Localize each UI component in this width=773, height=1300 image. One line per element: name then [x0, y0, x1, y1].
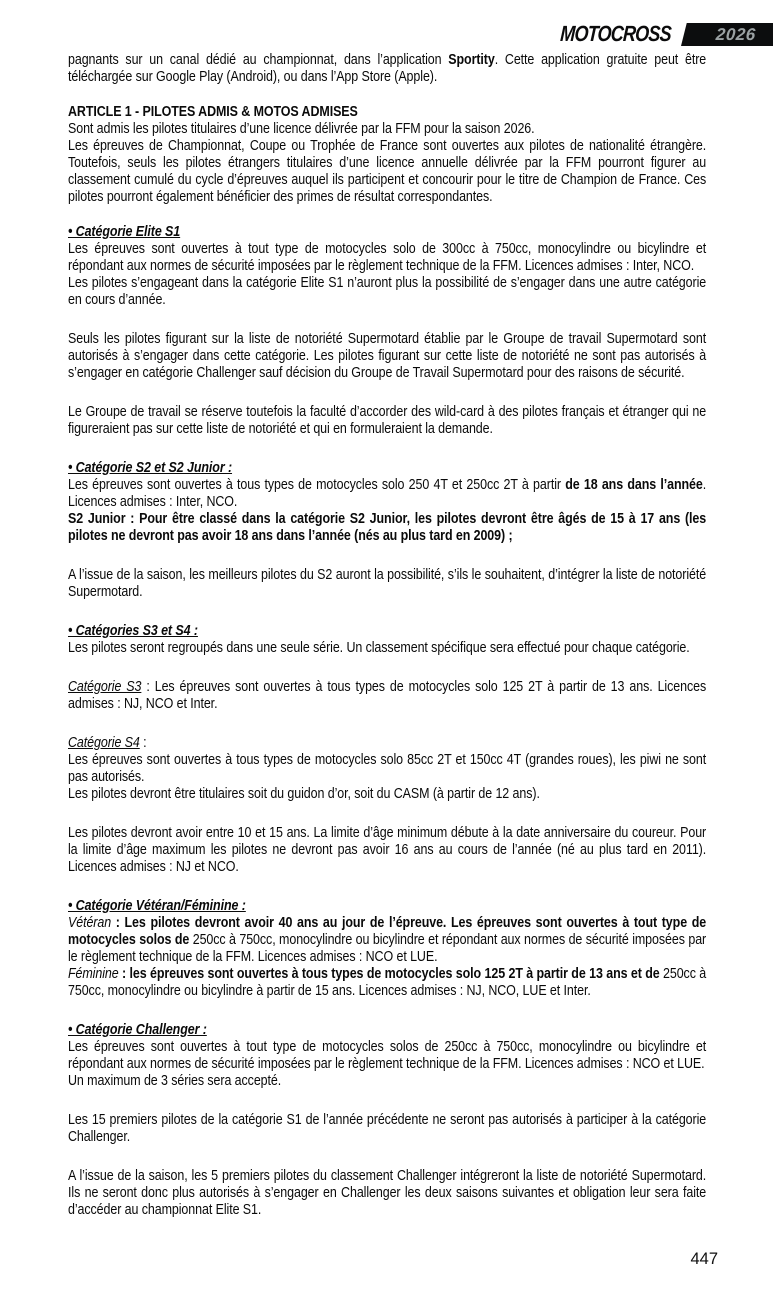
- paragraph: Les épreuves sont ouvertes à tout type de motocycles solo de 300cc à 750cc, monocylindre ou bicylindre et répondant aux normes de sécurité imposées par le règlement technique de la FFM. Licences admises : Inter, NCO.: [68, 241, 707, 274]
- spacer: [68, 803, 706, 825]
- paragraph: Sont admis les pilotes titulaires d’une licence délivrée par la FFM pour la saison 2026.: [68, 121, 535, 137]
- paragraph-s4-label: [68, 735, 706, 752]
- category-heading-veteran-feminine: • Catégorie Vétéran/Féminine :: [68, 898, 246, 914]
- paragraph: Les épreuves sont ouvertes à tout type de motocycles solos de 250cc à 750cc, monocylindre ou bicylindre et répondant aux normes de sécurité imposées par le règlement technique de la FFM. Licences admises : NCO et LUE.: [68, 1039, 707, 1072]
- year-badge-label: 2026: [715, 24, 757, 44]
- text-run-italic: Féminine: [68, 966, 119, 982]
- spacer: [68, 309, 706, 331]
- spacer: [68, 438, 706, 460]
- paragraph-veteran: [68, 915, 706, 966]
- document-body: [68, 52, 706, 1219]
- motocross-logo: MOTOCROSS: [559, 21, 672, 46]
- text-run: pagnants sur un canal dédié au championnat, dans l’application: [68, 52, 449, 68]
- text-run: . Licences admises : Inter, NCO.: [68, 477, 707, 510]
- paragraph: Les pilotes s’engageant dans la catégorie Elite S1 n’auront plus la possibilité de s’engager dans une autre catégorie en cours d’année.: [68, 275, 707, 308]
- paragraph: A l’issue de la saison, les 5 premiers pilotes du classement Challenger intégreront la liste de notoriété Supermotard. Ils ne seront donc plus autorisés à s’engager en Challenger les deux saisons suivantes et obligation leur sera faite d’accéder au championnat Elite S1.: [68, 1168, 707, 1218]
- paragraph: Le Groupe de travail se réserve toutefois la faculté d’accorder des wild-card à des pilotes français et étranger qui ne figureraient pas sur cette liste de notoriété et qui en formuleraient la demande.: [68, 404, 707, 437]
- page-number: 447: [690, 1250, 718, 1268]
- paragraph-intro: [68, 52, 706, 86]
- category-heading-s2: • Catégorie S2 et S2 Junior :: [68, 460, 233, 476]
- text-run: 250cc à 750cc, monocylindre ou bicylindre à partir de 15 ans. Licences admises : NJ, NCO, LUE et Inter.: [68, 966, 707, 999]
- year-badge: [681, 23, 773, 46]
- page-header: [0, 22, 773, 46]
- text-run-bold: de 18 ans dans l’année: [565, 477, 703, 493]
- paragraph-s3: [68, 679, 706, 713]
- paragraph-s2-junior: S2 Junior : Pour être classé dans la catégorie S2 Junior, les pilotes devront être âgés de 15 à 17 ans (les pilotes ne devront pas avoir 18 ans dans l’année (nés au plus tard en 2009) ;: [68, 511, 707, 544]
- spacer: [68, 713, 706, 735]
- spacer: [68, 657, 706, 679]
- spacer: [68, 382, 706, 404]
- spacer: [68, 1000, 706, 1022]
- text-run: :: [139, 735, 147, 751]
- text-run-italic: Vétéran: [68, 915, 112, 931]
- text-run: : Les épreuves sont ouvertes à tous types de motocycles solo 125 2T à partir de 13 ans. Licences admises : NJ, NCO et Inter.: [68, 679, 707, 712]
- paragraph: A l’issue de la saison, les meilleurs pilotes du S2 auront la possibilité, s’ils le souhaitent, d’intégrer la liste de notoriété Supermotard.: [68, 567, 707, 600]
- spacer: [68, 876, 706, 898]
- spacer: [68, 545, 706, 567]
- text-run: 250cc à 750cc, monocylindre ou bicylindre et répondant aux normes de sécurité imposées par le règlement technique de la FFM. Licences admises : NCO et LUE.: [68, 932, 707, 965]
- text-run-bold: : les épreuves sont ouvertes à tous types de motocycles solo 125 2T à partir de 13 ans et de: [118, 966, 663, 982]
- text-run: . Cette application gratuite peut être téléchargée sur Google Play (Android), ou dans l’App Store (Apple).: [68, 52, 707, 85]
- text-run-bold: : Les pilotes devront avoir 40 ans au jour de l’épreuve. Les épreuves sont ouvertes à tout type de motocycles solos de: [68, 915, 707, 948]
- paragraph-feminine: [68, 966, 706, 1000]
- spacer: [68, 601, 706, 623]
- text-run-italic-underline: Catégorie S3: [68, 679, 142, 695]
- paragraph: Les pilotes devront être titulaires soit du guidon d’or, soit du CASM (à partir de 12 ans).: [68, 786, 540, 802]
- spacer: [68, 1146, 706, 1168]
- category-heading-s3-s4: • Catégories S3 et S4 :: [68, 623, 198, 639]
- text-run: Les épreuves sont ouvertes à tous types de motocycles solo 250 4T et 250cc 2T à partir: [68, 477, 566, 493]
- category-heading-challenger: • Catégorie Challenger :: [68, 1022, 207, 1038]
- paragraph: Un maximum de 3 séries sera accepté.: [68, 1073, 282, 1089]
- spacer: [68, 86, 706, 104]
- category-heading-elite-s1: • Catégorie Elite S1: [68, 224, 181, 240]
- spacer: [68, 1090, 706, 1112]
- paragraph: [68, 477, 706, 511]
- text-run-italic-underline: Catégorie S4: [68, 735, 140, 751]
- article-1-heading: ARTICLE 1 - PILOTES ADMIS & MOTOS ADMISES: [68, 104, 358, 120]
- paragraph: Les épreuves de Championnat, Coupe ou Trophée de France sont ouvertes aux pilotes de nationalité étrangère. Toutefois, seuls les pilotes étrangers titulaires d’une licence annuelle délivrée par la FFM pourront figurer au classement cumulé du cycle d’épreuves auquel ils participent et concourir pour le titre de Champion de France. Ces pilotes pourront également bénéficier des primes de résultat correspondantes.: [68, 138, 707, 205]
- paragraph: Les pilotes seront regroupés dans une seule série. Un classement spécifique sera effectué pour chaque catégorie.: [68, 640, 690, 656]
- paragraph: Les pilotes devront avoir entre 10 et 15 ans. La limite d’âge minimum débute à la date anniversaire du coureur. Pour la limite d’âge maximum les pilotes ne devront pas avoir 16 ans au cours de l’année (né au plus tard en 2011). Licences admises : NJ et NCO.: [68, 825, 707, 875]
- text-run-bold: Sportity: [448, 52, 495, 68]
- spacer: [68, 206, 706, 224]
- paragraph: Seuls les pilotes figurant sur la liste de notoriété Supermotard établie par le Groupe de travail Supermotard sont autorisés à s’engager dans cette catégorie. Les pilotes figurant sur cette liste de notoriété ne sont pas autorisés à s’engager en catégorie Challenger sauf décision du Groupe de Travail Supermotard pour des raisons de sécurité.: [68, 331, 707, 381]
- paragraph: Les épreuves sont ouvertes à tous types de motocycles solo 85cc 2T et 150cc 4T (grandes roues), les piwi ne sont pas autorisés.: [68, 752, 707, 785]
- paragraph: Les 15 premiers pilotes de la catégorie S1 de l’année précédente ne seront pas autorisés à participer à la catégorie Challenger.: [68, 1112, 707, 1145]
